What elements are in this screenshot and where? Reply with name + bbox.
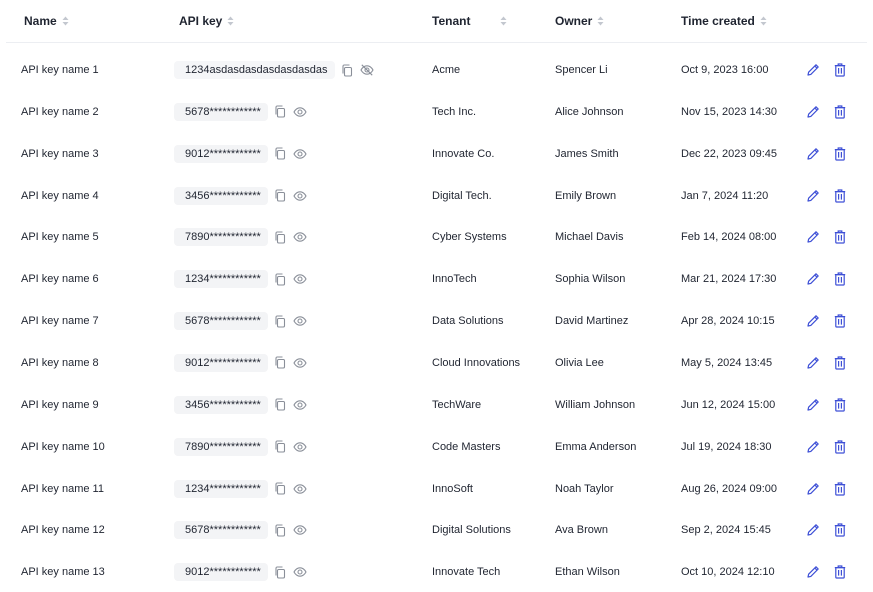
edit-icon[interactable] — [806, 63, 820, 77]
copy-icon[interactable] — [274, 440, 286, 453]
eye-icon[interactable] — [293, 232, 307, 242]
trash-icon[interactable] — [834, 440, 846, 454]
api-key-actions — [274, 105, 307, 118]
trash-icon[interactable] — [834, 272, 846, 286]
trash-icon[interactable] — [834, 523, 846, 537]
api-key-name: API key name 7 — [21, 315, 99, 328]
eye-icon[interactable] — [293, 107, 307, 117]
eye-icon[interactable] — [293, 149, 307, 159]
copy-icon[interactable] — [274, 524, 286, 537]
copy-icon[interactable] — [274, 482, 286, 495]
table-row — [0, 509, 873, 551]
api-key-actions — [274, 566, 307, 579]
api-key-cell — [174, 216, 307, 258]
api-key-name: API key name 12 — [21, 524, 105, 537]
sort-icon[interactable] — [500, 16, 507, 26]
api-key-value: 1234************ — [174, 270, 268, 288]
table-header — [0, 0, 873, 43]
api-key-name: API key name 10 — [21, 440, 105, 453]
edit-icon[interactable] — [806, 314, 820, 328]
owner: William Johnson — [555, 398, 636, 411]
tenant: Innovate Tech — [432, 566, 501, 579]
time-created: Aug 26, 2024 09:00 — [681, 482, 778, 495]
api-key-value: 5678************ — [174, 521, 268, 539]
api-key-name: API key name 1 — [21, 64, 99, 76]
time-created: Jan 7, 2024 11:20 — [681, 189, 769, 202]
edit-icon[interactable] — [806, 565, 820, 579]
table-row — [0, 300, 873, 342]
api-key-name: API key name 5 — [21, 231, 99, 244]
table-row — [0, 384, 873, 426]
copy-icon[interactable] — [274, 147, 286, 160]
api-key-value: 5678************ — [174, 103, 268, 121]
row-actions — [806, 426, 846, 468]
tenant: Code Masters — [432, 440, 501, 453]
row-actions — [806, 216, 846, 258]
eye-icon[interactable] — [293, 484, 307, 494]
trash-icon[interactable] — [834, 482, 846, 496]
api-key-cell — [174, 91, 307, 133]
row-actions — [806, 300, 846, 342]
tenant: Digital Tech. — [432, 189, 492, 202]
tenant: InnoTech — [432, 273, 477, 286]
edit-icon[interactable] — [806, 105, 820, 119]
api-key-value: 9012************ — [174, 563, 268, 581]
api-key-name: API key name 3 — [21, 147, 99, 160]
table-row — [0, 91, 873, 133]
eye-icon[interactable] — [293, 191, 307, 201]
row-actions — [806, 91, 846, 133]
api-key-actions — [274, 398, 307, 411]
trash-icon[interactable] — [834, 189, 846, 203]
api-key-value: 3456************ — [174, 396, 268, 414]
owner: Ava Brown — [555, 524, 608, 537]
copy-icon[interactable] — [274, 189, 286, 202]
api-key-actions — [274, 524, 307, 537]
api-key-name: API key name 6 — [21, 273, 99, 286]
column-header-owner[interactable]: Owner — [555, 14, 604, 28]
owner: Emma Anderson — [555, 440, 637, 453]
owner: Alice Johnson — [555, 105, 624, 118]
table-row — [0, 468, 873, 510]
owner: James Smith — [555, 147, 619, 160]
trash-icon[interactable] — [834, 314, 846, 328]
copy-icon[interactable] — [274, 566, 286, 579]
api-key-value: 9012************ — [174, 354, 268, 372]
eye-off-icon[interactable] — [360, 64, 374, 76]
api-key-name: API key name 8 — [21, 356, 99, 369]
api-key-cell — [174, 133, 307, 175]
owner: Michael Davis — [555, 231, 624, 244]
edit-icon[interactable] — [806, 398, 820, 412]
trash-icon[interactable] — [834, 230, 846, 244]
api-key-cell — [174, 426, 307, 468]
owner: Noah Taylor — [555, 482, 614, 495]
copy-icon[interactable] — [274, 105, 286, 118]
api-key-actions — [274, 231, 307, 244]
row-actions — [806, 258, 846, 300]
api-key-actions — [274, 440, 307, 453]
trash-icon[interactable] — [834, 356, 846, 370]
table-row — [0, 49, 873, 91]
trash-icon[interactable] — [834, 147, 846, 161]
row-actions — [806, 384, 846, 426]
api-key-actions — [274, 189, 307, 202]
time-created: Oct 9, 2023 16:00 — [681, 64, 769, 76]
api-key-actions — [274, 273, 307, 286]
edit-icon[interactable] — [806, 356, 820, 370]
header-divider — [6, 42, 867, 43]
eye-icon[interactable] — [293, 358, 307, 368]
row-actions — [806, 551, 846, 592]
api-key-cell — [174, 342, 307, 384]
time-created: May 5, 2024 13:45 — [681, 356, 773, 369]
tenant: TechWare — [432, 398, 482, 411]
tenant: Cloud Innovations — [432, 356, 521, 369]
copy-icon[interactable] — [274, 231, 286, 244]
time-created: Sep 2, 2024 15:45 — [681, 524, 771, 537]
edit-icon[interactable] — [806, 147, 820, 161]
edit-icon[interactable] — [806, 482, 820, 496]
table-row — [0, 216, 873, 258]
api-key-actions — [274, 315, 307, 328]
api-key-name: API key name 2 — [21, 105, 99, 118]
tenant: Acme — [432, 64, 461, 76]
row-actions — [806, 175, 846, 217]
owner: Olivia Lee — [555, 356, 604, 369]
tenant: InnoSoft — [432, 482, 473, 495]
time-created: Apr 28, 2024 10:15 — [681, 315, 775, 328]
copy-icon[interactable] — [274, 398, 286, 411]
edit-icon[interactable] — [806, 189, 820, 203]
owner: Spencer Li — [555, 64, 608, 76]
trash-icon[interactable] — [834, 63, 846, 77]
api-key-cell — [174, 49, 374, 91]
table-row — [0, 551, 873, 592]
eye-icon[interactable] — [293, 567, 307, 577]
eye-icon[interactable] — [293, 316, 307, 326]
row-actions — [806, 509, 846, 551]
api-key-value: 7890************ — [174, 438, 268, 456]
row-actions — [806, 133, 846, 175]
eye-icon[interactable] — [293, 274, 307, 284]
api-key-value: 5678************ — [174, 312, 268, 330]
api-key-name: API key name 4 — [21, 189, 99, 202]
table-row — [0, 175, 873, 217]
api-key-name: API key name 9 — [21, 398, 99, 411]
copy-icon[interactable] — [341, 64, 353, 77]
api-key-name: API key name 13 — [21, 566, 105, 579]
eye-icon[interactable] — [293, 400, 307, 410]
time-created: Nov 15, 2023 14:30 — [681, 105, 778, 118]
eye-icon[interactable] — [293, 442, 307, 452]
time-created: Oct 10, 2024 12:10 — [681, 566, 775, 579]
api-key-cell — [174, 468, 307, 510]
api-key-cell — [174, 300, 307, 342]
owner: Emily Brown — [555, 189, 617, 202]
table-row — [0, 342, 873, 384]
time-created: Dec 22, 2023 09:45 — [681, 147, 778, 160]
sort-icon[interactable] — [597, 16, 604, 26]
api-key-actions — [274, 482, 307, 495]
sort-icon[interactable] — [62, 16, 69, 26]
time-created: Mar 21, 2024 17:30 — [681, 273, 777, 286]
api-key-cell — [174, 551, 307, 592]
trash-icon[interactable] — [834, 565, 846, 579]
table-row — [0, 426, 873, 468]
api-key-actions — [274, 356, 307, 369]
eye-icon[interactable] — [293, 525, 307, 535]
trash-icon[interactable] — [834, 398, 846, 412]
api-key-actions — [341, 64, 374, 77]
api-key-value: 9012************ — [174, 145, 268, 163]
api-key-cell — [174, 258, 307, 300]
tenant: Digital Solutions — [432, 524, 511, 537]
table-row — [0, 133, 873, 175]
tenant: Cyber Systems — [432, 231, 507, 244]
edit-icon[interactable] — [806, 440, 820, 454]
column-header-time-created[interactable]: Time created — [681, 14, 767, 28]
api-key-value: 3456************ — [174, 187, 268, 205]
api-key-value: 1234************ — [174, 480, 268, 498]
column-header-tenant[interactable]: Tenant — [432, 14, 507, 28]
copy-icon[interactable] — [274, 356, 286, 369]
time-created: Jun 12, 2024 15:00 — [681, 398, 776, 411]
row-actions — [806, 468, 846, 510]
sort-icon[interactable] — [760, 16, 767, 26]
api-key-name: API key name 11 — [21, 482, 104, 495]
api-key-value: 7890************ — [174, 228, 268, 246]
edit-icon[interactable] — [806, 230, 820, 244]
owner: Ethan Wilson — [555, 566, 620, 579]
tenant: Data Solutions — [432, 315, 504, 328]
api-key-actions — [274, 147, 307, 160]
api-key-cell — [174, 175, 307, 217]
owner: Sophia Wilson — [555, 273, 626, 286]
edit-icon[interactable] — [806, 272, 820, 286]
table-row — [0, 258, 873, 300]
row-actions — [806, 342, 846, 384]
row-actions — [806, 49, 846, 91]
api-key-value: 1234asdasdasdasdasdasdas — [174, 61, 335, 79]
column-header-name[interactable]: Name — [24, 14, 69, 28]
api-key-cell — [174, 384, 307, 426]
edit-icon[interactable] — [806, 523, 820, 537]
column-header-api-key[interactable]: API key — [179, 14, 234, 28]
copy-icon[interactable] — [274, 315, 286, 328]
tenant: Tech Inc. — [432, 105, 477, 118]
api-key-cell — [174, 509, 307, 551]
trash-icon[interactable] — [834, 105, 846, 119]
time-created: Feb 14, 2024 08:00 — [681, 231, 777, 244]
owner: David Martinez — [555, 315, 629, 328]
tenant: Innovate Co. — [432, 147, 495, 160]
sort-icon[interactable] — [227, 16, 234, 26]
copy-icon[interactable] — [274, 273, 286, 286]
time-created: Jul 19, 2024 18:30 — [681, 440, 772, 453]
